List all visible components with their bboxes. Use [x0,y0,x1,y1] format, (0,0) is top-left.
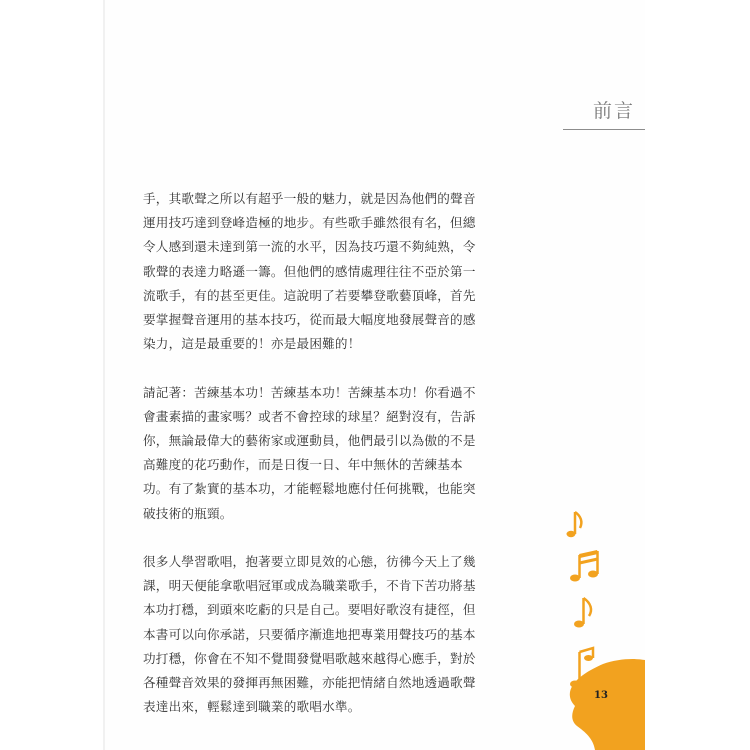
beamed-notes-icon [570,551,598,582]
body-text [143,187,503,744]
paragraph-1: 手，其歌聲之所以有超乎一般的魅力，就是因為他們的聲音 運用技巧達到登峰造極的地步。有些歌手雖然很有名，但總 令人感到還未達到第一流的水平，因為技巧還不夠純熟，令 歌聲的表達力略遜一籌。但他們的感情處理往往不亞於第一 流歌手，有的甚至更佳。這說明了若要攀登歌藝頂峰，首先 要掌握聲音運用的基本技巧，從而最大幅度地發展聲音的感 染力，這是最重要的！亦是最困難的！ [143,191,476,352]
book-page [105,0,645,750]
music-note-icon [567,512,582,537]
header-rule [563,129,645,130]
singer-head-silhouette [570,659,645,750]
chapter-title: 前言 [592,100,635,122]
page-number: 13 [594,690,608,701]
paragraph-2: 請記著：苦練基本功！苦練基本功！苦練基本功！你看過不 會畫素描的畫家嗎？或者不會控球的球星？絕對沒有，告訴 你，無論最偉大的藝術家或運動員，他們最引以為傲的不是 高難度的花巧動作，而是日復一日、年中無休的苦練基本 功。有了紮實的基本功，才能輕鬆地應付任何挑戰，也能突 破技術的瓶頸。 [143,384,476,521]
paragraph-3: 很多人學習歌唱，抱著要立即見效的心態，彷彿今天上了幾 課，明天便能拿歌唱冠軍或成為職業歌手，不肯下苦功將基 本功打穩，到頭來吃虧的只是自己。要唱好歌沒有捷徑，但 本書可以向你承諾，只要循序漸進地把專業用聲技巧的基本 功打穩，你會在不知不覺間發覺唱歌越來越得心應手，對於 各種聲音效果的發揮再無困難，亦能把情緒自然地透過歌聲 表達出來，輕鬆達到職業的歌唱水準。 [143,554,476,715]
music-note-icon [574,598,591,628]
chapter-header [563,96,645,130]
singer-music-notes-illustration [555,500,645,750]
